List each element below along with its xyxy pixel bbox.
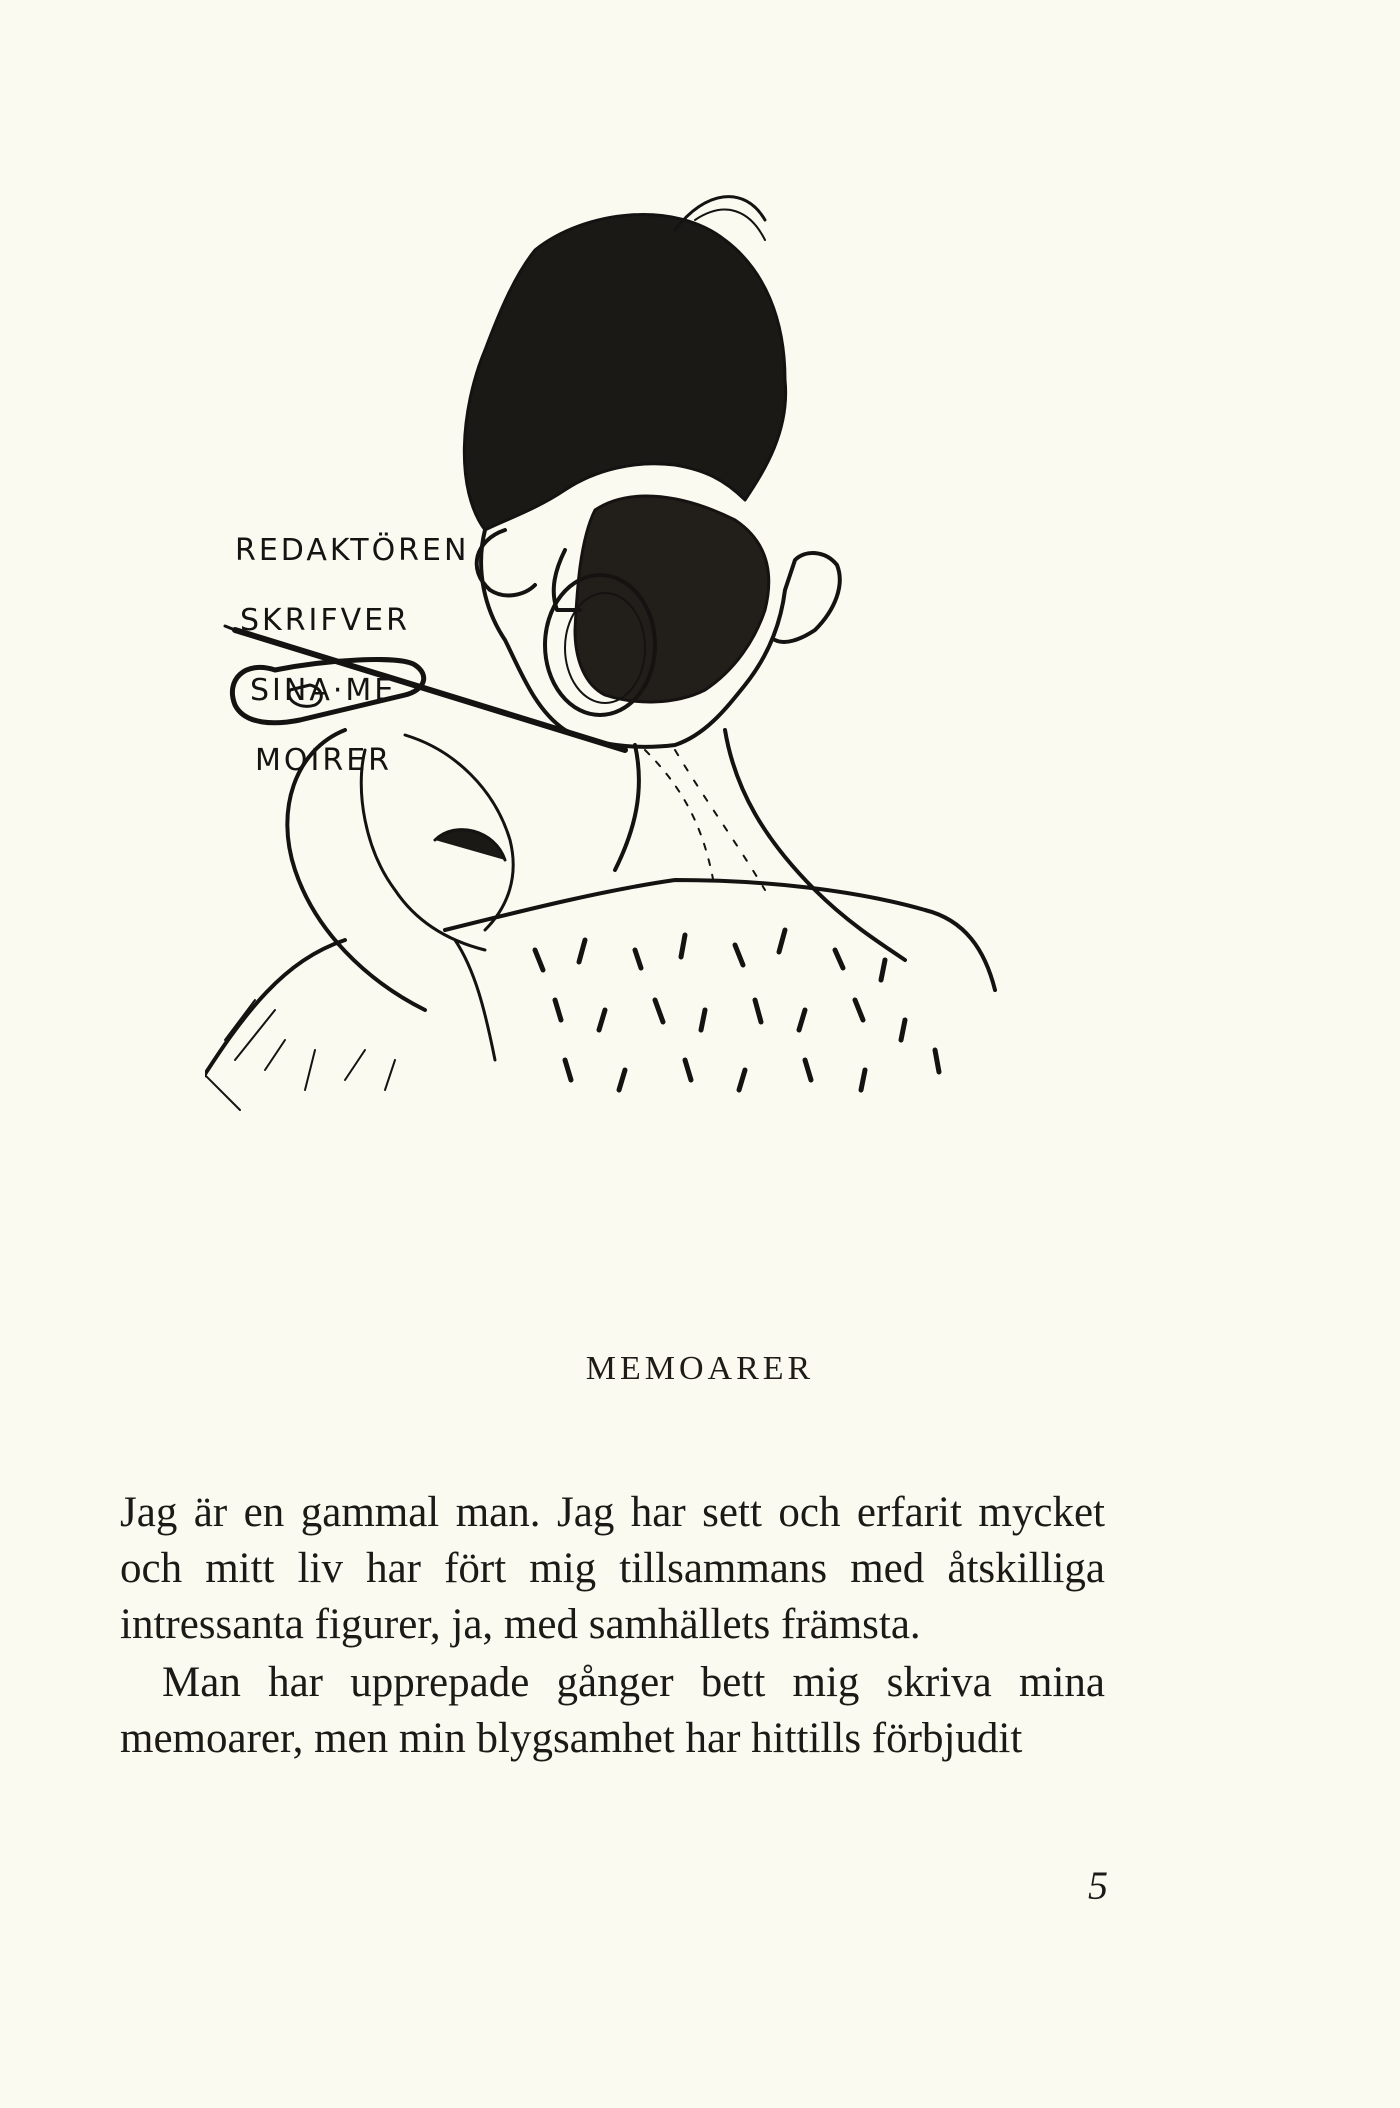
- caricature-drawing: [205, 190, 1005, 1210]
- caricature-illustration: [205, 190, 1005, 1210]
- body-text: [120, 1485, 1105, 1767]
- paragraph-2: Man har upprepade gånger bett mig skriva mina memoarer, men min blygsamhet har hittills förbjudit: [120, 1659, 1105, 1762]
- caption-line-3: SINA·ME: [250, 673, 397, 708]
- caricature-caption: [235, 532, 469, 778]
- page-number: 5: [1088, 1863, 1108, 1908]
- caption-line-4: MOIRER: [255, 743, 392, 778]
- caption-line-1: REDAKTÖREN: [235, 533, 470, 568]
- paragraph-1: Jag är en gammal man. Jag har sett och erfarit mycket och mitt liv har fört mig tillsammans med åtskilliga intressanta figurer, ja, med samhällets främsta.: [120, 1489, 1105, 1648]
- chapter-title: MEMOARER: [585, 1350, 815, 1387]
- caption-line-2: SKRIFVER: [240, 603, 410, 638]
